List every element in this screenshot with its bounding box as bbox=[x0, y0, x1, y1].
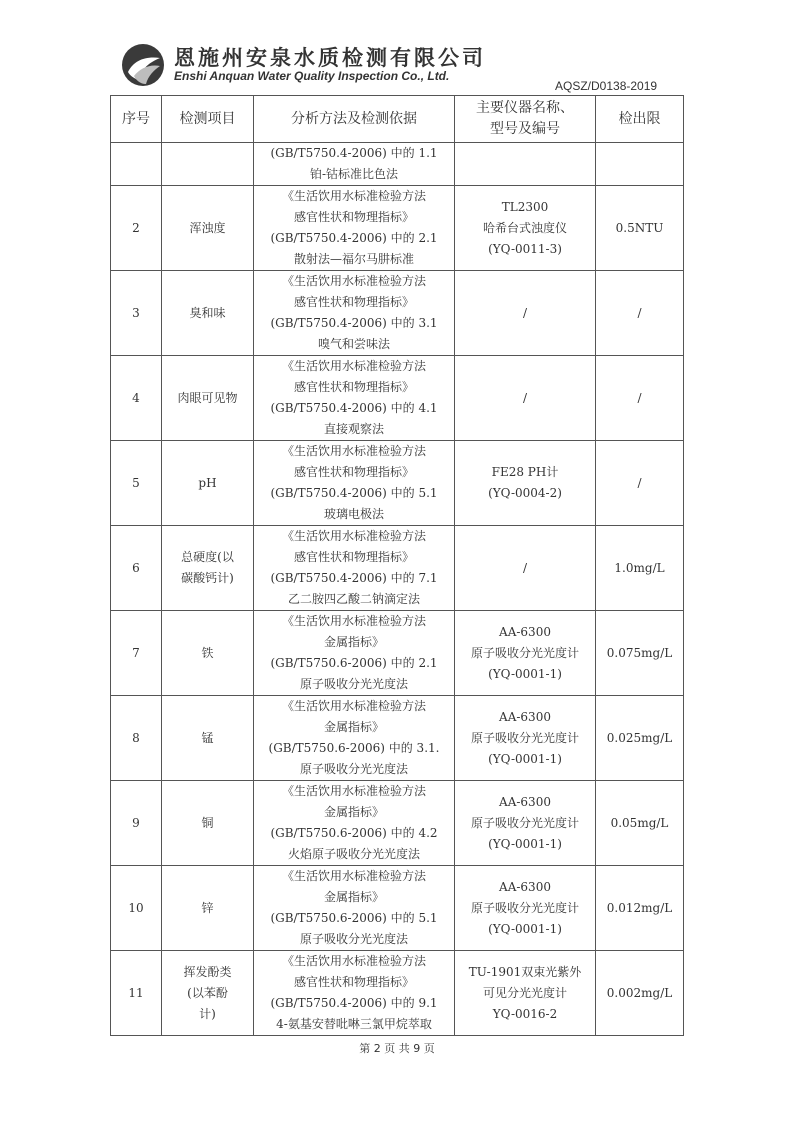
instrument-info-line: (YQ-0001-1) bbox=[488, 666, 562, 681]
test-item bbox=[162, 526, 254, 611]
test-item-line: 浑浊度 bbox=[189, 220, 226, 235]
instrument-info-line: 原子吸收分光光度计 bbox=[470, 730, 579, 745]
analysis-method-line: 铂-钴标准比色法 bbox=[309, 167, 399, 181]
table-row bbox=[111, 186, 684, 271]
instrument-info bbox=[455, 526, 596, 611]
analysis-method bbox=[254, 611, 455, 696]
analysis-method bbox=[254, 271, 455, 356]
test-item bbox=[162, 271, 254, 356]
instrument-info bbox=[455, 271, 596, 356]
column-header-item: 检测项目 bbox=[162, 96, 254, 143]
analysis-method-line: 《生活饮用水标准检验方法 bbox=[281, 444, 426, 458]
analysis-method-line: 金属指标》 bbox=[323, 890, 384, 904]
test-item-line: 锰 bbox=[201, 730, 214, 745]
instrument-info-line: (YQ-0011-3) bbox=[488, 241, 562, 256]
company-name-cn: 恩施州安泉水质检测有限公司 bbox=[174, 46, 486, 70]
instrument-info-line: AA-6300 bbox=[499, 794, 551, 809]
table-row bbox=[111, 866, 684, 951]
row-number: 9 bbox=[111, 781, 162, 866]
test-item bbox=[162, 356, 254, 441]
instrument-info-line: AA-6300 bbox=[499, 624, 551, 639]
table-row bbox=[111, 951, 684, 1036]
analysis-method bbox=[254, 866, 455, 951]
row-number: 6 bbox=[111, 526, 162, 611]
analysis-method-line: (GB/T5750.4-2006) 中的 5.1 bbox=[270, 486, 438, 500]
test-item bbox=[162, 186, 254, 271]
instrument-info bbox=[455, 356, 596, 441]
analysis-method-line: (GB/T5750.6-2006) 中的 5.1 bbox=[270, 911, 438, 925]
test-item bbox=[162, 781, 254, 866]
test-item-line: 臭和味 bbox=[189, 305, 226, 320]
instrument-info-line: 可见分光光度计 bbox=[482, 985, 567, 1000]
analysis-method-line: 直接观察法 bbox=[323, 422, 384, 436]
analysis-method-line: (GB/T5750.4-2006) 中的 2.1 bbox=[270, 231, 438, 245]
analysis-method-line: (GB/T5750.4-2006) 中的 3.1 bbox=[270, 316, 438, 330]
instrument-info bbox=[455, 611, 596, 696]
detection-limit: / bbox=[596, 441, 684, 526]
column-header-method: 分析方法及检测依据 bbox=[254, 96, 455, 143]
row-number bbox=[111, 143, 162, 186]
instrument-info bbox=[455, 866, 596, 951]
company-logo-icon bbox=[120, 42, 166, 88]
analysis-method bbox=[254, 526, 455, 611]
instrument-info-line: / bbox=[522, 560, 528, 575]
analysis-method-line: (GB/T5750.4-2006) 中的 1.1 bbox=[270, 146, 438, 160]
table-row bbox=[111, 441, 684, 526]
instrument-info bbox=[455, 696, 596, 781]
table-row bbox=[111, 356, 684, 441]
test-item bbox=[162, 951, 254, 1036]
analysis-method-line: 玻璃电极法 bbox=[323, 507, 384, 521]
table-row bbox=[111, 143, 684, 186]
analysis-method bbox=[254, 143, 455, 186]
analysis-method-line: 金属指标》 bbox=[323, 805, 384, 819]
instrument-info-line: FE28 PH计 bbox=[491, 465, 559, 479]
detection-limit: 1.0mg/L bbox=[596, 526, 684, 611]
test-item-line: 计) bbox=[199, 1006, 216, 1021]
analysis-method bbox=[254, 696, 455, 781]
row-number: 11 bbox=[111, 951, 162, 1036]
analysis-method-line: 感官性状和物理指标》 bbox=[293, 550, 414, 564]
column-header-instrument bbox=[455, 96, 596, 143]
instrument-info-line: TU-1901双束光紫外 bbox=[468, 964, 582, 979]
test-item bbox=[162, 143, 254, 186]
analysis-method-line: 4-氨基安替吡啉三氯甲烷萃取 bbox=[276, 1017, 432, 1031]
instrument-info bbox=[455, 441, 596, 526]
table-row bbox=[111, 696, 684, 781]
instrument-info-line: (YQ-0001-1) bbox=[488, 836, 562, 851]
row-number: 2 bbox=[111, 186, 162, 271]
column-header-limit: 检出限 bbox=[596, 96, 684, 143]
analysis-method-line: 散射法—福尔马肼标准 bbox=[293, 252, 414, 266]
analysis-method-line: 感官性状和物理指标》 bbox=[293, 295, 414, 309]
analysis-method-line: 《生活饮用水标准检验方法 bbox=[281, 614, 426, 628]
detection-limit: / bbox=[596, 356, 684, 441]
analysis-method-line: 原子吸收分光光度法 bbox=[299, 762, 408, 776]
row-number: 7 bbox=[111, 611, 162, 696]
company-name-en: Enshi Anquan Water Quality Inspection Co., Ltd. bbox=[174, 69, 450, 83]
analysis-method-line: 《生活饮用水标准检验方法 bbox=[281, 784, 426, 798]
analysis-method bbox=[254, 356, 455, 441]
analysis-method-line: (GB/T5750.6-2006) 中的 3.1. bbox=[268, 741, 440, 755]
instrument-info-line: / bbox=[522, 305, 528, 320]
inspection-methods-table bbox=[110, 95, 684, 1036]
analysis-method-line: (GB/T5750.6-2006) 中的 4.2 bbox=[270, 826, 438, 840]
analysis-method-line: 《生活饮用水标准检验方法 bbox=[281, 869, 426, 883]
analysis-method-line: 原子吸收分光光度法 bbox=[299, 932, 408, 946]
instrument-info-line: 原子吸收分光光度计 bbox=[470, 645, 579, 660]
analysis-method-line: 《生活饮用水标准检验方法 bbox=[281, 274, 426, 288]
row-number: 4 bbox=[111, 356, 162, 441]
detection-limit: 0.002mg/L bbox=[596, 951, 684, 1036]
detection-limit: 0.012mg/L bbox=[596, 866, 684, 951]
test-item-line: 铁 bbox=[201, 645, 214, 660]
row-number: 5 bbox=[111, 441, 162, 526]
row-number: 3 bbox=[111, 271, 162, 356]
analysis-method-line: 感官性状和物理指标》 bbox=[293, 975, 414, 989]
instrument-info-line: 原子吸收分光光度计 bbox=[470, 900, 579, 915]
test-item bbox=[162, 866, 254, 951]
test-item-line: 锌 bbox=[201, 900, 214, 915]
table-header-row bbox=[111, 96, 684, 143]
analysis-method-line: 感官性状和物理指标》 bbox=[293, 210, 414, 224]
test-item-line: pH bbox=[198, 475, 217, 490]
instrument-info-line: (YQ-0001-1) bbox=[488, 921, 562, 936]
instrument-info bbox=[455, 951, 596, 1036]
row-number: 8 bbox=[111, 696, 162, 781]
detection-limit: 0.05mg/L bbox=[596, 781, 684, 866]
test-item bbox=[162, 696, 254, 781]
test-item-line: (以苯酚 bbox=[187, 985, 228, 1000]
detection-limit: 0.5NTU bbox=[596, 186, 684, 271]
instrument-info-line: (YQ-0001-1) bbox=[488, 751, 562, 766]
test-item-line: 肉眼可见物 bbox=[177, 390, 238, 405]
analysis-method bbox=[254, 441, 455, 526]
instrument-info-line: / bbox=[522, 390, 528, 405]
instrument-info-line: 哈希台式浊度仪 bbox=[482, 220, 567, 235]
analysis-method-line: (GB/T5750.4-2006) 中的 7.1 bbox=[270, 571, 438, 585]
detection-limit: / bbox=[596, 271, 684, 356]
analysis-method-line: 乙二胺四乙酸二钠滴定法 bbox=[287, 592, 420, 606]
analysis-method-line: 感官性状和物理指标》 bbox=[293, 380, 414, 394]
detection-limit: 0.075mg/L bbox=[596, 611, 684, 696]
test-item bbox=[162, 441, 254, 526]
analysis-method-line: 《生活饮用水标准检验方法 bbox=[281, 189, 426, 203]
analysis-method-line: 《生活饮用水标准检验方法 bbox=[281, 699, 426, 713]
instrument-info-line: TL2300 bbox=[501, 199, 549, 214]
page-number: 第 2 页 共 9 页 bbox=[359, 1042, 435, 1055]
analysis-method bbox=[254, 781, 455, 866]
instrument-info bbox=[455, 186, 596, 271]
instrument-info-line: (YQ-0004-2) bbox=[488, 486, 562, 500]
detection-limit: 0.025mg/L bbox=[596, 696, 684, 781]
test-item bbox=[162, 611, 254, 696]
analysis-method-line: (GB/T5750.4-2006) 中的 4.1 bbox=[270, 401, 438, 415]
analysis-method-line: 感官性状和物理指标》 bbox=[293, 465, 414, 479]
analysis-method-line: 《生活饮用水标准检验方法 bbox=[281, 954, 426, 968]
analysis-method-line: (GB/T5750.6-2006) 中的 2.1 bbox=[270, 656, 438, 670]
test-item-line: 铜 bbox=[201, 815, 214, 830]
test-item-line: 碳酸钙计) bbox=[181, 571, 234, 585]
instrument-info-line: AA-6300 bbox=[499, 879, 551, 894]
row-number: 10 bbox=[111, 866, 162, 951]
document-code: AQSZ/D0138-2019 bbox=[555, 79, 658, 93]
table-row bbox=[111, 526, 684, 611]
instrument-info-line: YQ-0016-2 bbox=[492, 1006, 558, 1021]
table-row bbox=[111, 781, 684, 866]
analysis-method-line: (GB/T5750.4-2006) 中的 9.1 bbox=[270, 996, 438, 1010]
analysis-method-line: 原子吸收分光光度法 bbox=[299, 677, 408, 691]
column-header-no: 序号 bbox=[111, 96, 162, 143]
instrument-info-line: AA-6300 bbox=[499, 709, 551, 724]
analysis-method-line: 火焰原子吸收分光光度法 bbox=[287, 847, 420, 861]
header-line: 型号及编号 bbox=[490, 121, 560, 137]
analysis-method bbox=[254, 951, 455, 1036]
table-row bbox=[111, 611, 684, 696]
analysis-method bbox=[254, 186, 455, 271]
analysis-method-line: 嗅气和尝味法 bbox=[317, 337, 390, 351]
instrument-info bbox=[455, 781, 596, 866]
header-line: 主要仪器名称、 bbox=[476, 100, 574, 116]
test-item-line: 总硬度(以 bbox=[181, 550, 234, 564]
instrument-info-line: 原子吸收分光光度计 bbox=[470, 815, 579, 830]
analysis-method-line: 金属指标》 bbox=[323, 720, 384, 734]
instrument-info bbox=[455, 143, 596, 186]
analysis-method-line: 《生活饮用水标准检验方法 bbox=[281, 529, 426, 543]
table-row bbox=[111, 271, 684, 356]
analysis-method-line: 《生活饮用水标准检验方法 bbox=[281, 359, 426, 373]
detection-limit bbox=[596, 143, 684, 186]
analysis-method-line: 金属指标》 bbox=[323, 635, 384, 649]
test-item-line: 挥发酚类 bbox=[183, 964, 232, 979]
